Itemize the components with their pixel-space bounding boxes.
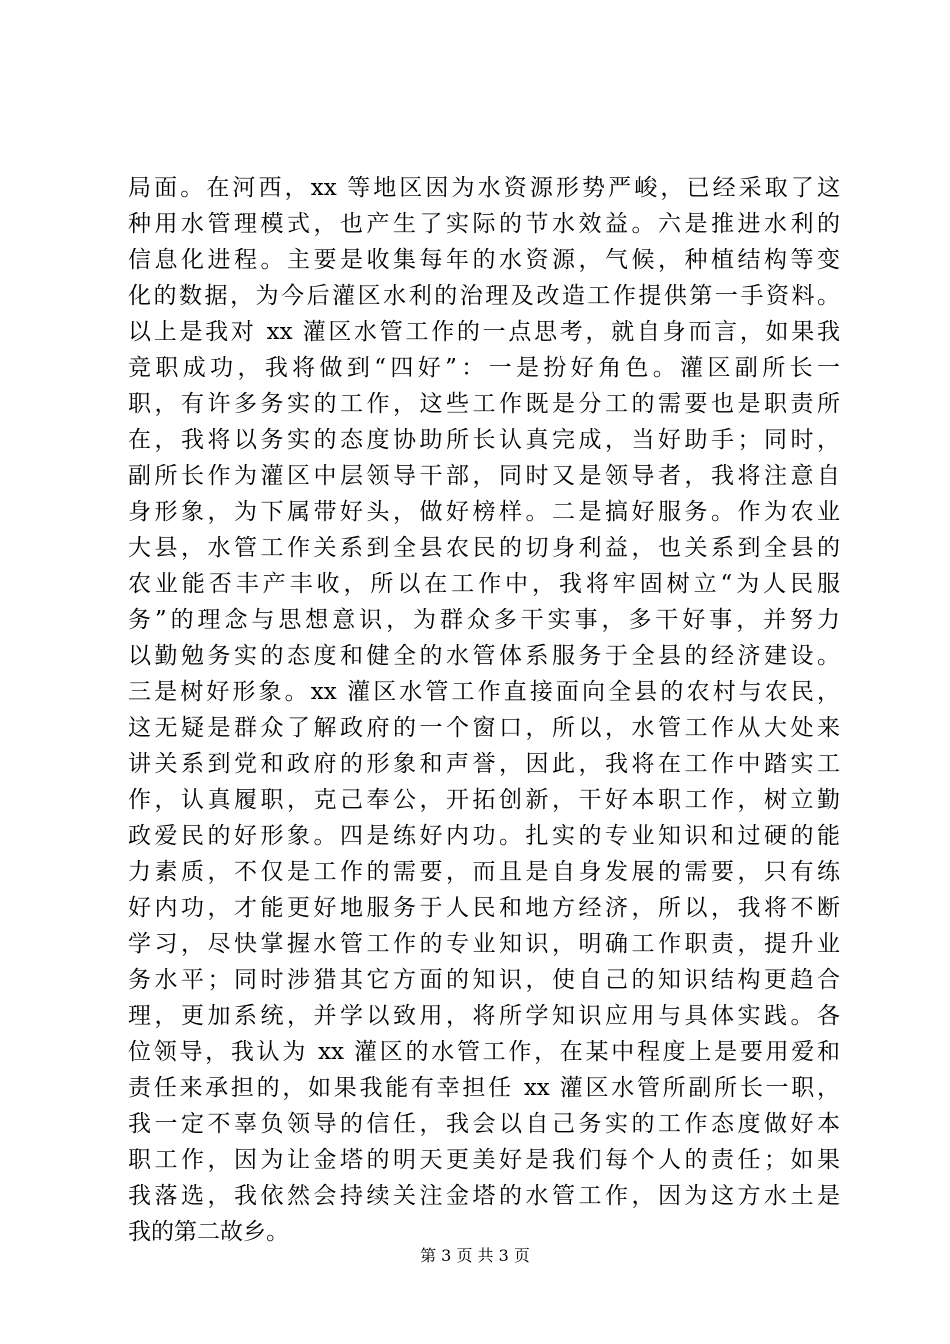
text-line: 学习，尽快掌握水管工作的专业知识，明确工作职责，提升业 bbox=[128, 931, 840, 957]
text-line: 好内功，才能更好地服务于人民和地方经济，所以，我将不断 bbox=[128, 895, 840, 921]
text-line: 以上是我对 xx 灌区水管工作的一点思考，就自身而言，如果我 bbox=[128, 319, 840, 345]
text-line: 务”的理念与思想意识，为群众多干实事，多干好事，并努力 bbox=[128, 607, 840, 633]
text-line: 位领导，我认为 xx 灌区的水管工作，在某中程度上是要用爱和 bbox=[128, 1039, 840, 1065]
text-line: 务水平；同时涉猎其它方面的知识，使自己的知识结构更趋合 bbox=[128, 967, 840, 993]
text-line: 种用水管理模式，也产生了实际的节水效益。六是推进水利的 bbox=[128, 211, 840, 237]
text-line: 职，有许多务实的工作，这些工作既是分工的需要也是职责所 bbox=[128, 391, 840, 417]
text-line: 化的数据，为今后灌区水利的治理及改造工作提供第一手资料。 bbox=[128, 283, 840, 309]
text-line: 作，认真履职，克己奉公，开拓创新，干好本职工作，树立勤 bbox=[128, 787, 840, 813]
text-line: 农业能否丰产丰收，所以在工作中，我将牢固树立“为人民服 bbox=[128, 571, 840, 597]
page-number: 第 3 页 共 3 页 bbox=[420, 1246, 530, 1265]
text-line: 信息化进程。主要是收集每年的水资源，气候，种植结构等变 bbox=[128, 247, 840, 273]
text-line: 政爱民的好形象。四是练好内功。扎实的专业知识和过硬的能 bbox=[128, 823, 840, 849]
text-line: 我的第二故乡。 bbox=[128, 1219, 289, 1245]
text-line: 大县，水管工作关系到全县农民的切身利益，也关系到全县的 bbox=[128, 535, 840, 561]
body-text bbox=[128, 170, 840, 1250]
text-line: 理，更加系统，并学以致用，将所学知识应用与具体实践。各 bbox=[128, 1003, 840, 1029]
text-line: 在，我将以务实的态度协助所长认真完成，当好助手；同时， bbox=[128, 427, 840, 453]
text-line: 这无疑是群众了解政府的一个窗口，所以，水管工作从大处来 bbox=[128, 715, 840, 741]
text-line: 三是树好形象。xx 灌区水管工作直接面向全县的农村与农民， bbox=[128, 679, 840, 705]
text-line: 局面。在河西，xx 等地区因为水资源形势严峻，已经采取了这 bbox=[128, 175, 840, 201]
text-line: 责任来承担的，如果我能有幸担任 xx 灌区水管所副所长一职， bbox=[128, 1075, 840, 1101]
text-line: 竞职成功，我将做到“四好”：一是扮好角色。灌区副所长一 bbox=[128, 355, 840, 381]
text-line: 身形象，为下属带好头，做好榜样。二是搞好服务。作为农业 bbox=[128, 499, 840, 525]
text-line: 副所长作为灌区中层领导干部，同时又是领导者，我将注意自 bbox=[128, 463, 840, 489]
text-line: 力素质，不仅是工作的需要，而且是自身发展的需要，只有练 bbox=[128, 859, 840, 885]
text-line: 讲关系到党和政府的形象和声誉，因此，我将在工作中踏实工 bbox=[128, 751, 840, 777]
text-line: 以勤勉务实的态度和健全的水管体系服务于全县的经济建设。 bbox=[128, 643, 840, 669]
text-line: 职工作，因为让金塔的明天更美好是我们每个人的责任；如果 bbox=[128, 1147, 840, 1173]
text-line: 我一定不辜负领导的信任，我会以自己务实的工作态度做好本 bbox=[128, 1111, 840, 1137]
text-line: 我落选，我依然会持续关注金塔的水管工作，因为这方水土是 bbox=[128, 1183, 840, 1209]
